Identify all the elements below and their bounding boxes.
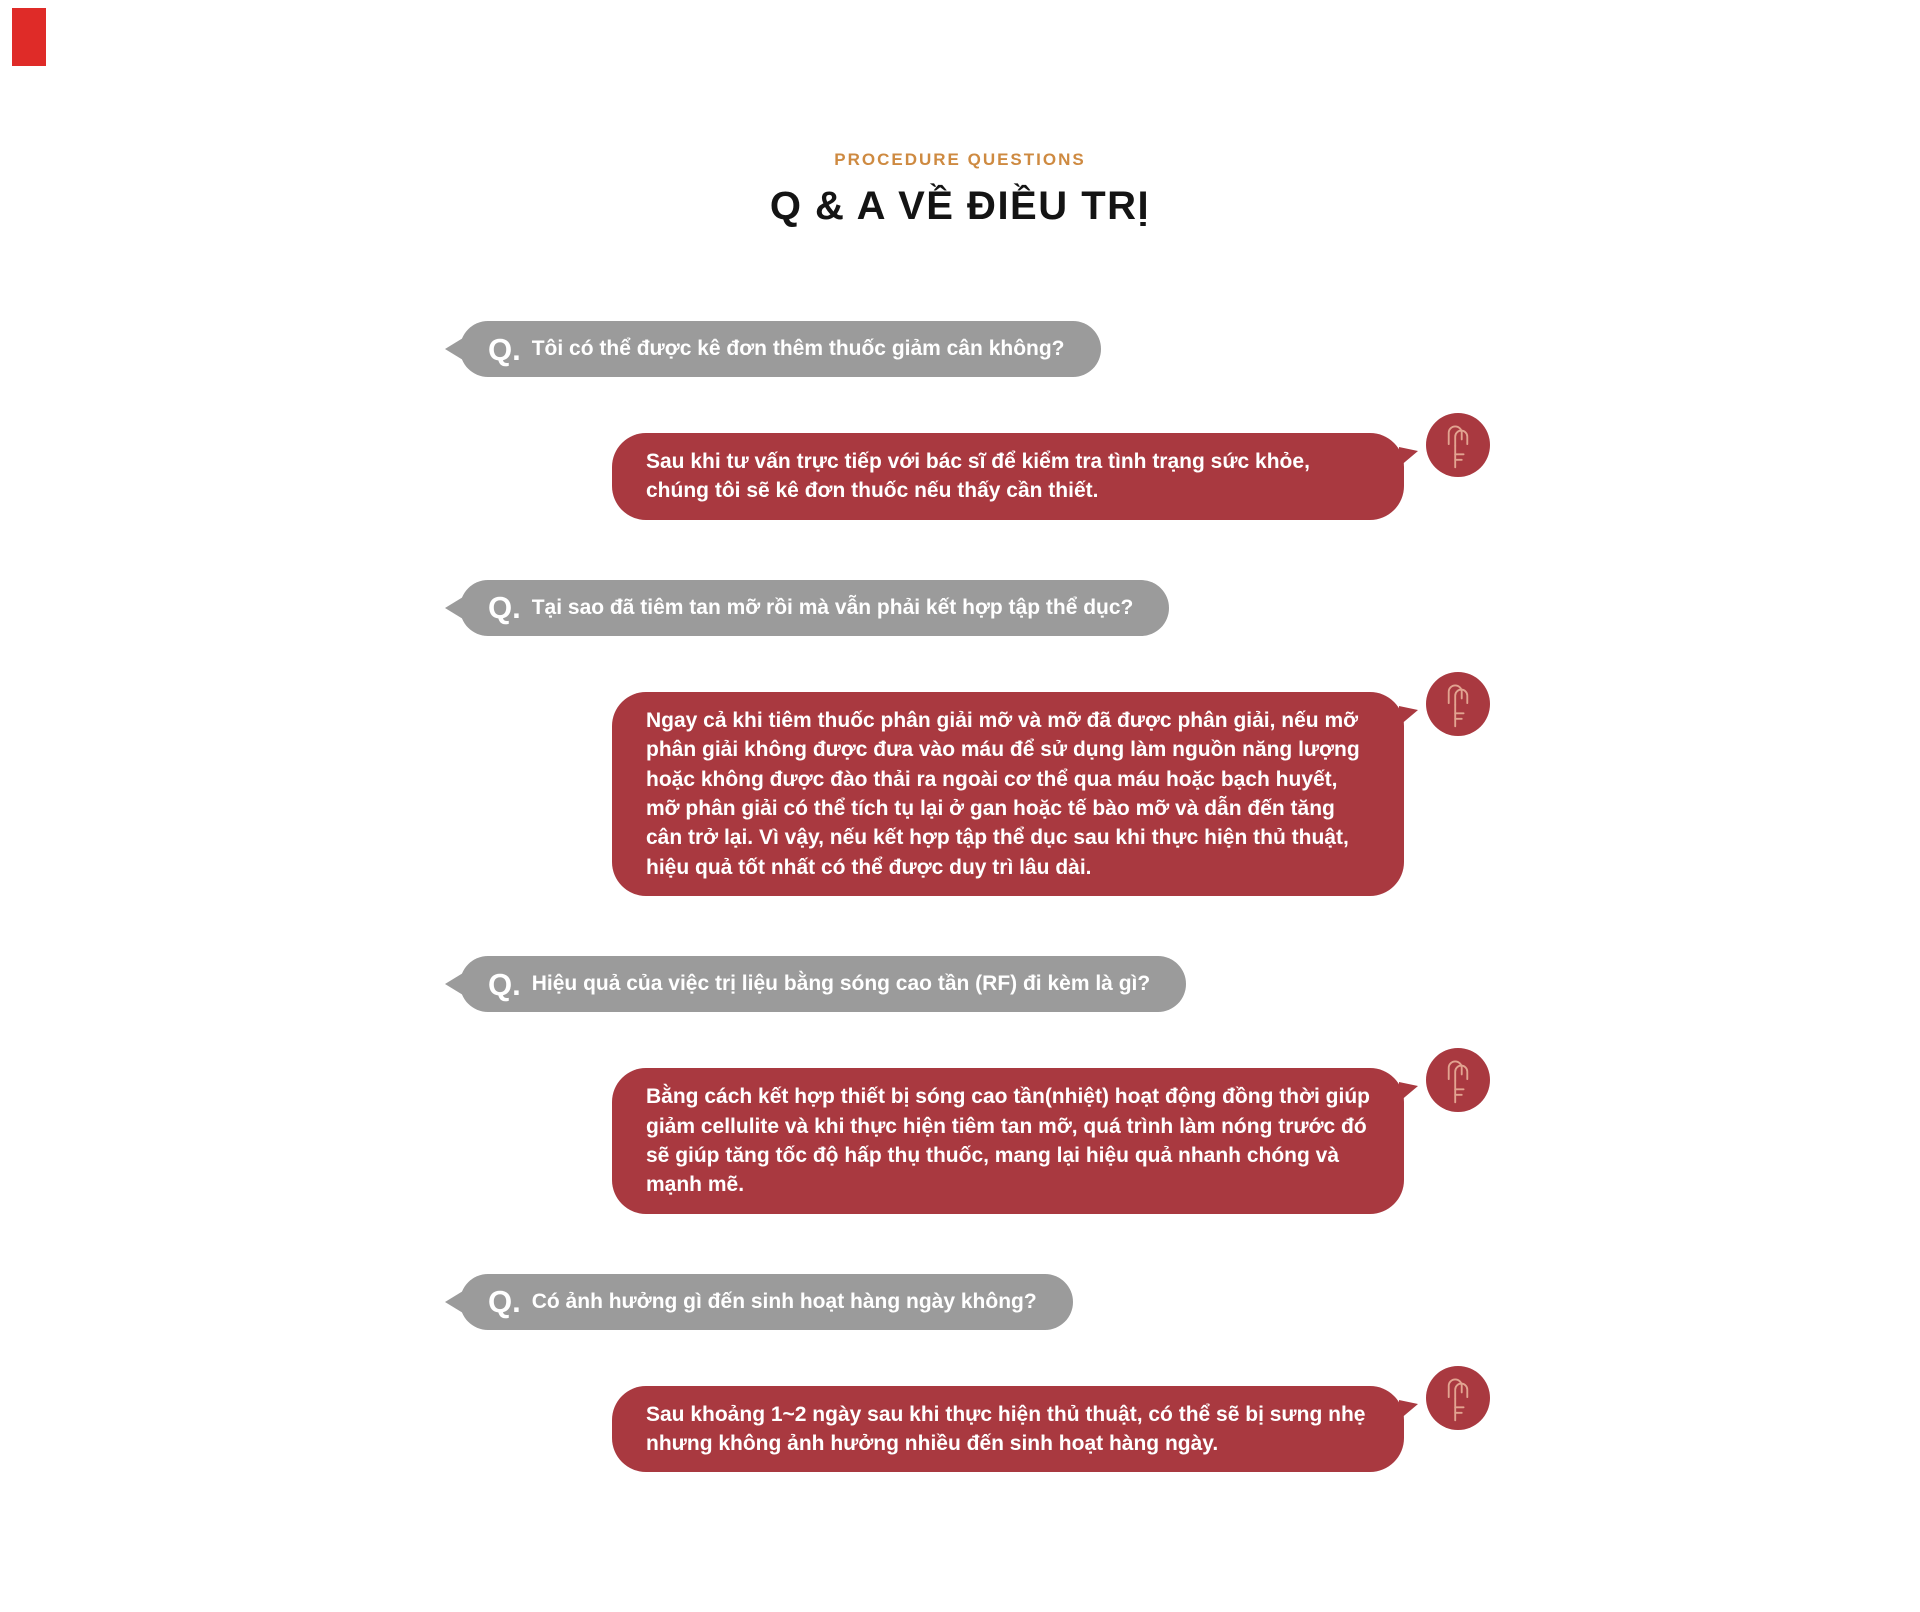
q-prefix: Q.: [488, 966, 521, 1002]
question-bubble: [460, 321, 1101, 377]
page-title: Q & A VỀ ĐIỀU TRỊ: [769, 184, 1151, 228]
question-bubble: [460, 580, 1169, 636]
avatar: [1426, 1366, 1490, 1430]
answer-text: Sau khi tư vấn trực tiếp với bác sĩ để kiểm tra tình trạng sức khỏe, chúng tôi sẽ kê đơn thuốc nếu thấy cần thiết.: [646, 450, 1310, 503]
clinic-logo-icon: [1441, 1054, 1475, 1106]
red-corner-accent: [12, 8, 46, 66]
answer-bubble: [612, 692, 1404, 896]
answer-row: [460, 1386, 1490, 1473]
q-prefix: Q.: [488, 331, 521, 367]
question-text: Hiệu quả của việc trị liệu bằng sóng cao tần (RF) đi kèm là gì?: [531, 972, 1151, 996]
q-prefix: Q.: [488, 590, 521, 626]
avatar: [1426, 1048, 1490, 1112]
question-bubble: [460, 1274, 1073, 1330]
section-header: [0, 0, 1920, 229]
answer-bubble: [612, 1386, 1404, 1473]
question-text: Tôi có thể được kê đơn thêm thuốc giảm cân không?: [531, 337, 1065, 360]
question-text: Tại sao đã tiêm tan mỡ rồi mà vẫn phải kết hợp tập thể dục?: [531, 595, 1134, 619]
clinic-logo-icon: [1441, 1372, 1475, 1424]
avatar: [1426, 672, 1490, 736]
answer-row: [460, 1068, 1490, 1214]
question-row: [460, 321, 1490, 377]
question-row: [460, 580, 1490, 636]
answer-bubble: [612, 1068, 1404, 1214]
clinic-logo-icon: [1441, 678, 1475, 730]
question-row: [460, 956, 1490, 1012]
answer-text: Ngay cả khi tiêm thuốc phân giải mỡ và mỡ đã được phân giải, nếu mỡ phân giải không được đưa vào máu để sử dụng làm nguồn năng lượng hoặc không được đào thải ra ngoài cơ thể qua máu hoặc bạch huyết, mỡ phân giải có thể tích tụ lại ở gan hoặc tế bào mỡ và dẫn đến tăng cân trở lại. Vì vậy, nếu kết hợp tập thể dục sau khi thực hiện thủ thuật, hiệu quả tốt nhất có thể được duy trì lâu dài.: [646, 708, 1360, 879]
section-eyebrow: PROCEDURE QUESTIONS: [834, 150, 1086, 169]
clinic-logo-icon: [1441, 419, 1475, 471]
avatar: [1426, 413, 1490, 477]
qa-list: [460, 321, 1490, 1472]
q-prefix: Q.: [488, 1284, 521, 1320]
answer-text: Sau khoảng 1~2 ngày sau khi thực hiện thủ thuật, có thể sẽ bị sưng nhẹ nhưng không ảnh hưởng nhiều đến sinh hoạt hàng ngày.: [646, 1402, 1366, 1456]
answer-bubble: [612, 433, 1404, 520]
answer-text: Bằng cách kết hợp thiết bị sóng cao tần(nhiệt) hoạt động đồng thời giúp giảm cellulite và khi thực hiện tiêm tan mỡ, quá trình làm nóng trước đó sẽ giúp tăng tốc độ hấp thụ thuốc, mang lại hiệu quả nhanh chóng và mạnh mẽ.: [646, 1085, 1370, 1197]
question-bubble: [460, 956, 1186, 1012]
question-text: Có ảnh hưởng gì đến sinh hoạt hàng ngày không?: [531, 1289, 1037, 1313]
answer-row: [460, 433, 1490, 520]
answer-row: [460, 692, 1490, 896]
question-row: [460, 1274, 1490, 1330]
